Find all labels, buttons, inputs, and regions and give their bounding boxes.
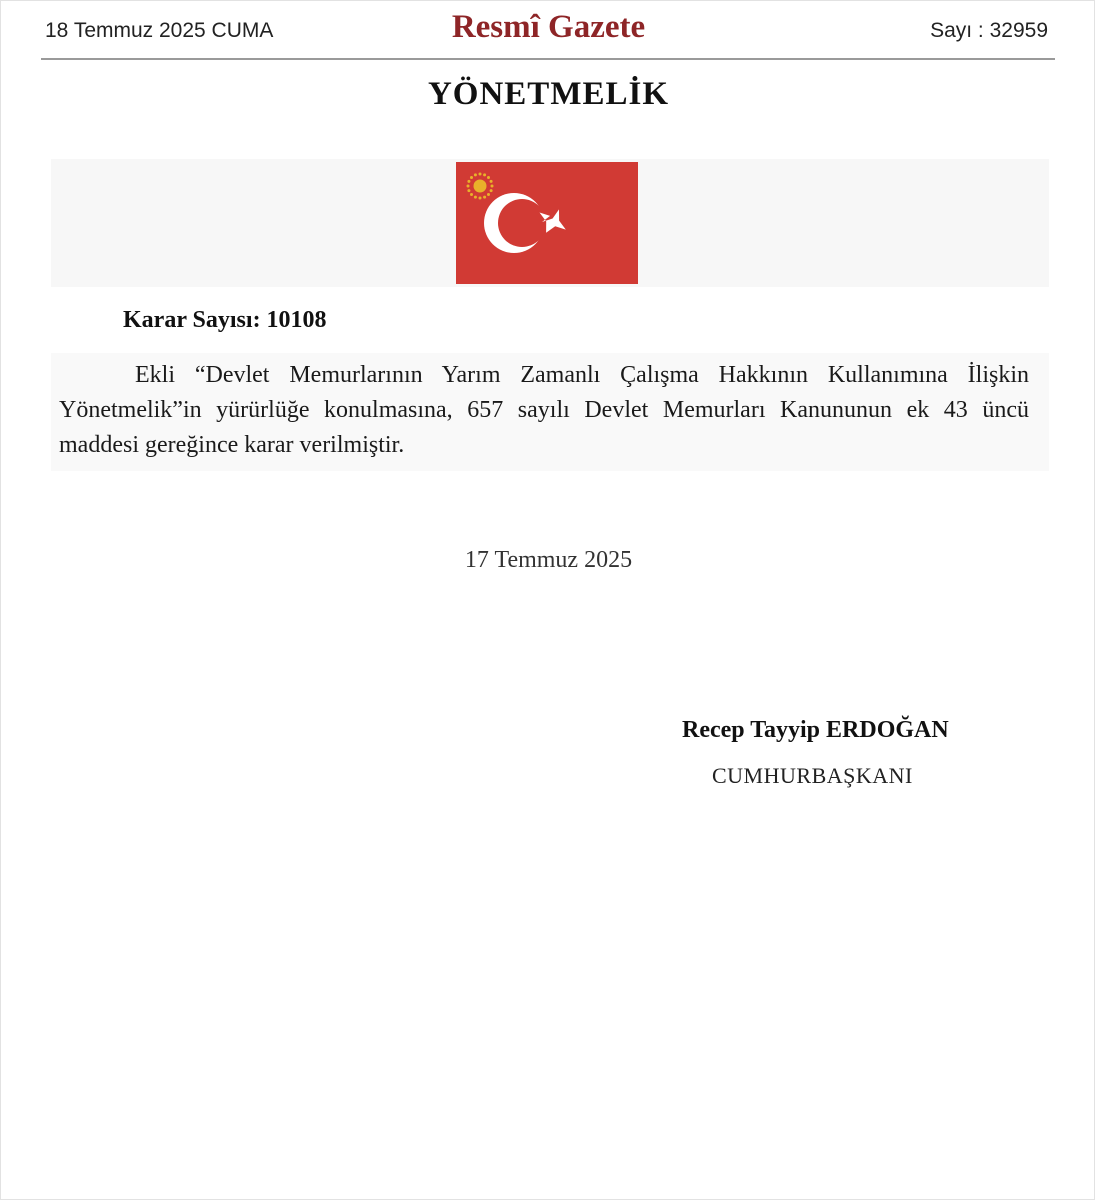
masthead-title: Resmî Gazete <box>451 9 646 45</box>
emblem-star <box>490 180 493 183</box>
emblem-star <box>491 185 494 188</box>
emblem-sun <box>474 180 487 193</box>
emblem-star <box>490 189 493 192</box>
emblem-star <box>467 185 470 188</box>
emblem-star <box>483 173 486 176</box>
signatory-name: Recep Tayyip ERDOĞAN <box>682 717 949 743</box>
emblem-star <box>467 189 470 192</box>
emblem-star <box>467 180 470 183</box>
emblem-star <box>474 196 477 199</box>
signing-date: 17 Temmuz 2025 <box>464 547 633 573</box>
crescent-inner <box>498 199 546 247</box>
emblem-star <box>470 193 473 196</box>
header-date: 18 Temmuz 2025 CUMA <box>45 19 274 42</box>
emblem-star <box>487 176 490 179</box>
header-divider <box>41 58 1055 60</box>
emblem-star <box>474 173 477 176</box>
document-type-heading: YÖNETMELİK <box>427 76 670 112</box>
decision-body-text: Ekli “Devlet Memurlarının Yarım Zamanlı Çalışma Hakkının Kullanımına İlişkin Yönetmelik”in yürürlüğe konulmasına, 657 sayılı Devlet Memurları Kanununun ek 43 üncü maddesi gereğince karar verilmiştir. <box>59 362 1029 458</box>
emblem-star <box>483 196 486 199</box>
emblem-star <box>470 176 473 179</box>
emblem-star <box>479 197 482 200</box>
issue-number: Sayı : 32959 <box>930 19 1048 42</box>
emblem-star <box>479 173 482 176</box>
emblem-star <box>487 193 490 196</box>
turkish-flag-icon <box>456 162 638 284</box>
decision-number: Karar Sayısı: 10108 <box>123 307 327 333</box>
signatory-title: CUMHURBAŞKANI <box>712 763 913 788</box>
